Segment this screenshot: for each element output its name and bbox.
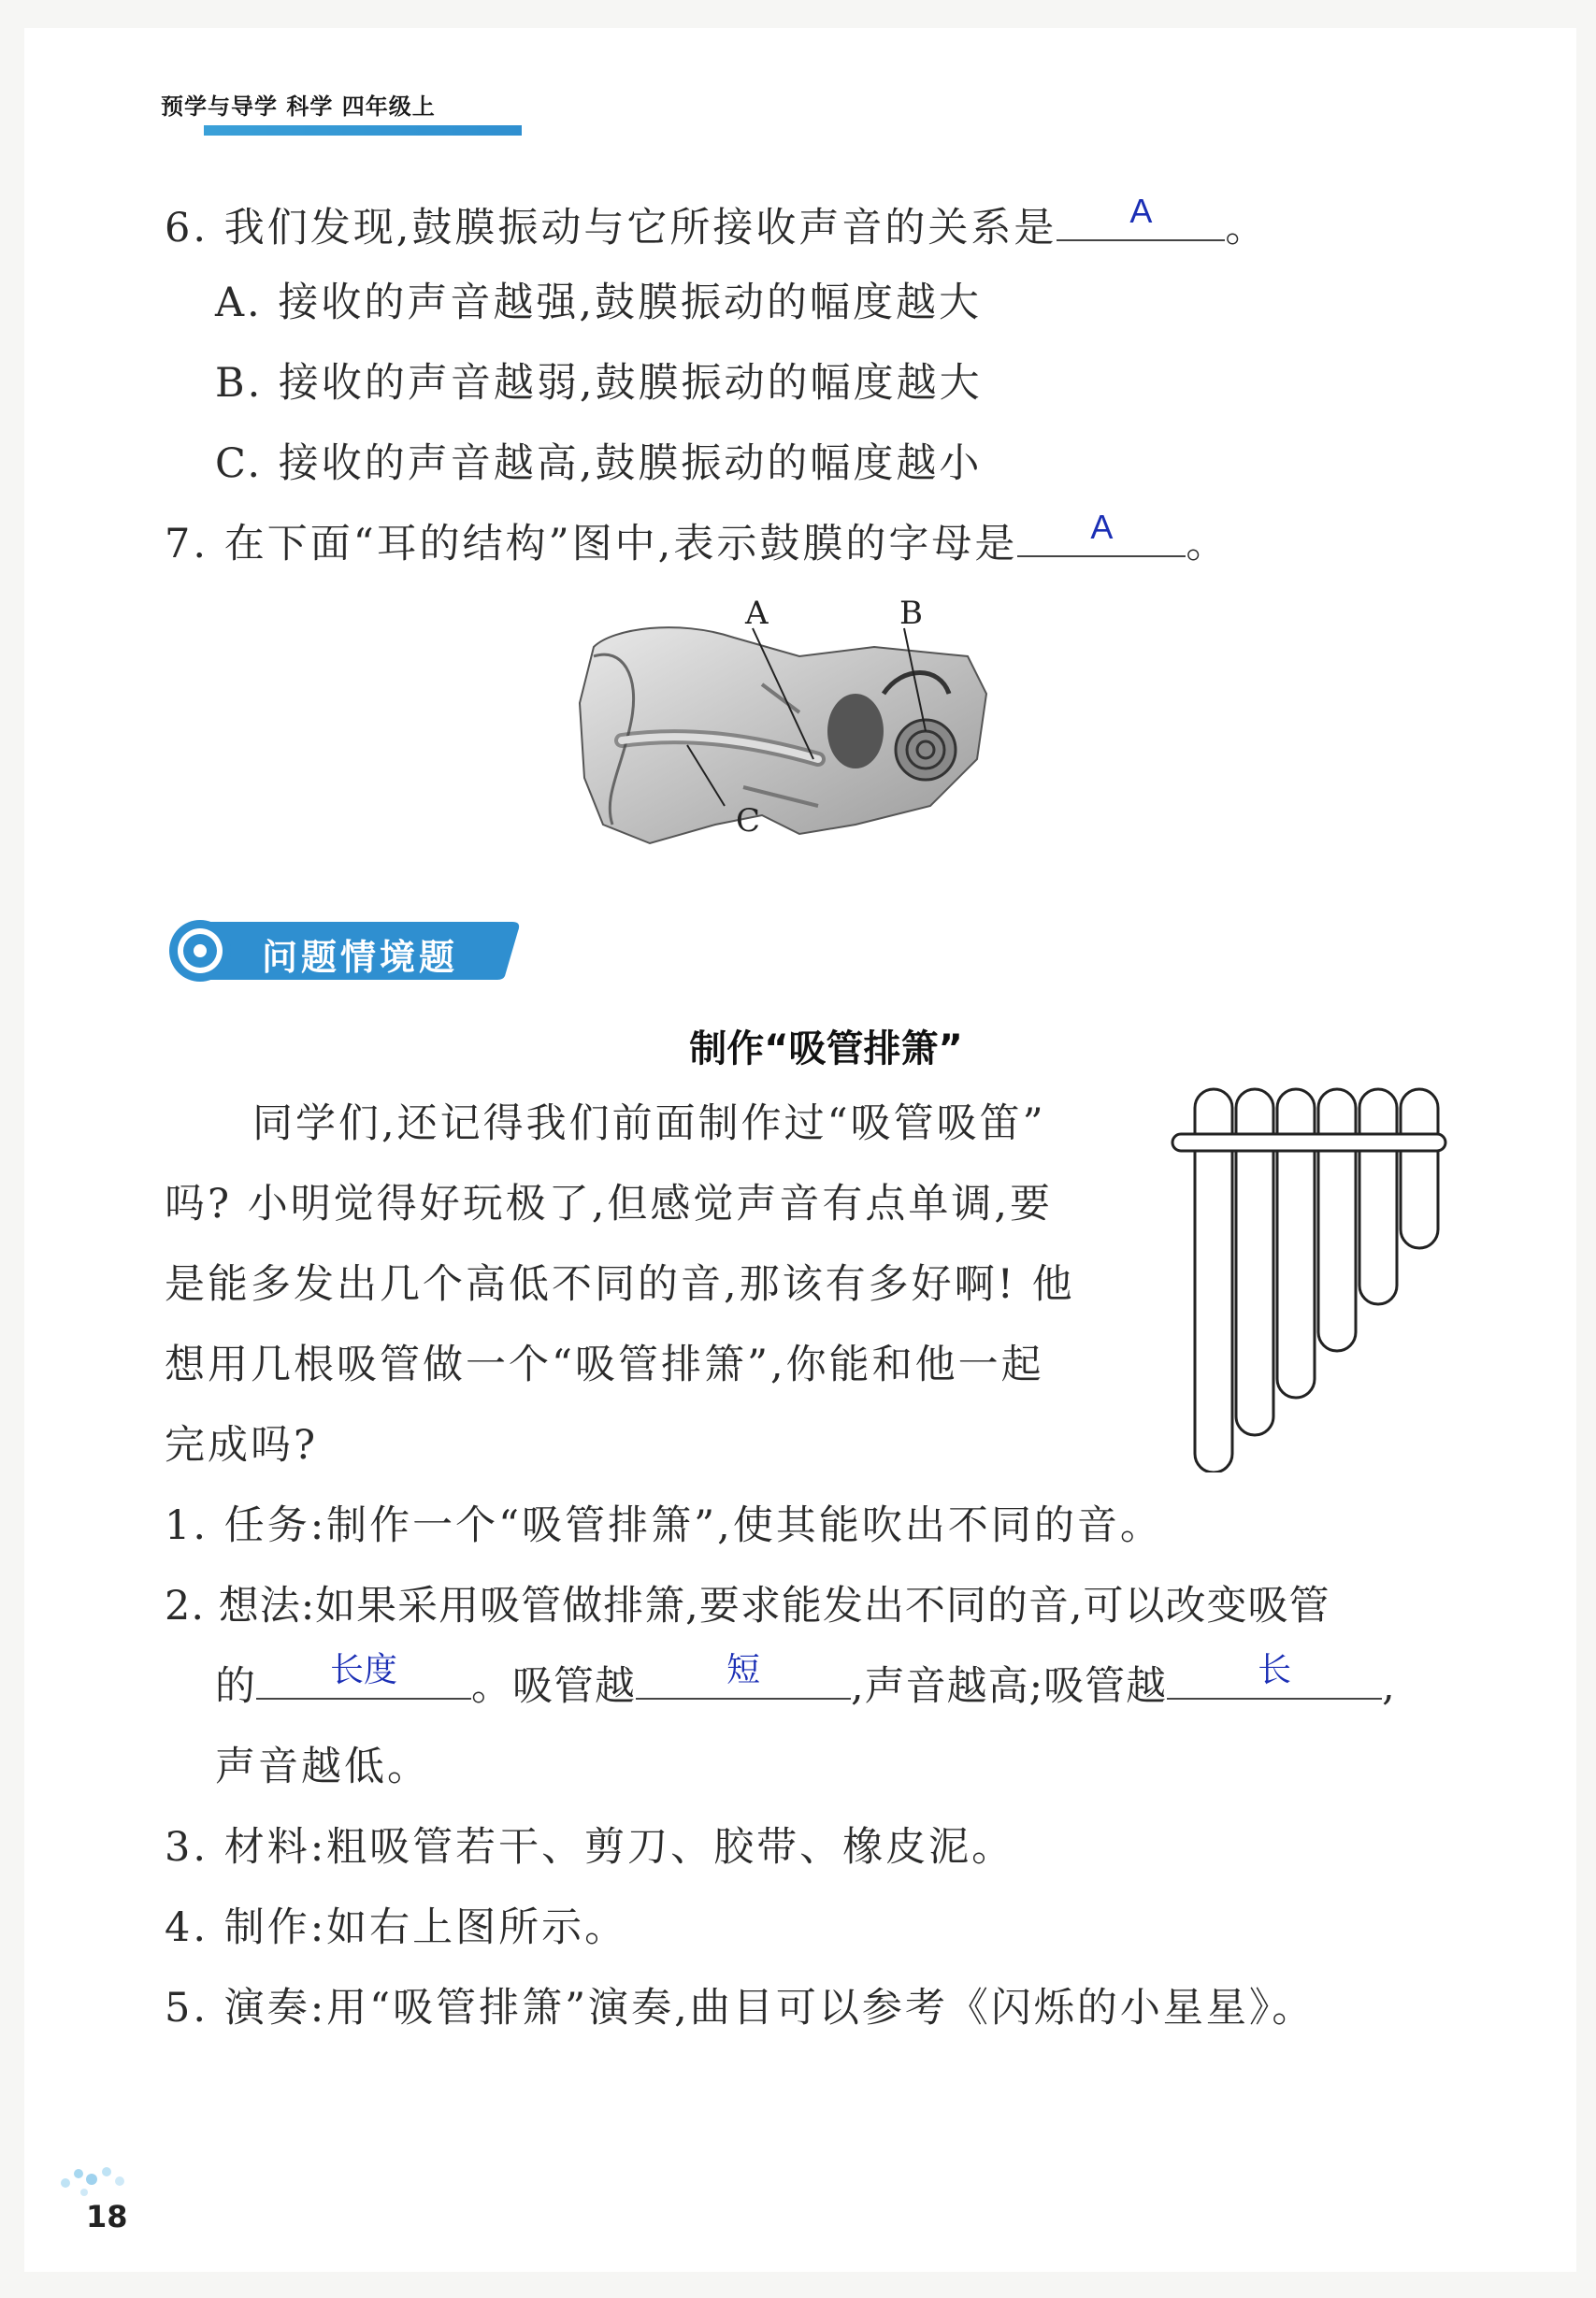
q6-answer: A [1129, 192, 1153, 230]
item-3-materials: 3. 材料:粗吸管若干、剪刀、胶带、橡皮泥。 [165, 1824, 1015, 1871]
item-5-performance: 5. 演奏:用“吸管排箫”演奏,曲目可以参考《闪烁的小星星》。 [165, 1985, 1316, 2032]
book-title: 预学与导学 科学 四年级上 [161, 93, 436, 120]
item-2-line-2 [215, 1650, 1396, 1711]
item-2-end: , [1382, 1663, 1396, 1710]
header-accent-bar [204, 125, 522, 136]
item-2-blank-3[interactable] [1167, 1650, 1382, 1700]
ear-label-c: C [736, 802, 761, 840]
q7-stem-text: 7. 在下面“耳的结构”图中,表示鼓膜的字母是 [165, 521, 1018, 567]
intro-line-1: 同学们,还记得我们前面制作过“吸管吸笛” [252, 1100, 1046, 1147]
q7-stem [165, 508, 1229, 568]
q7-stem-end: 。 [1186, 521, 1229, 567]
item-2-line-3: 声音越低。 [215, 1744, 430, 1790]
intro-line-5: 完成吗? [165, 1422, 319, 1469]
ear-label-b: B [899, 595, 923, 632]
item-2-mid-2: ,声音越高;吸管越 [851, 1663, 1168, 1710]
q6-stem-end: 。 [1225, 205, 1269, 251]
section-title: 制作“吸管排箫” [689, 1027, 963, 1070]
intro-line-4: 想用几根吸管做一个“吸管排箫”,你能和他一起 [165, 1342, 1044, 1388]
q6-option-c: C. 接收的声音越高,鼓膜振动的幅度越小 [215, 440, 983, 487]
item-2-blank-2[interactable] [636, 1650, 851, 1700]
item-4-making: 4. 制作:如右上图所示。 [165, 1904, 628, 1951]
item-2-answer-3: 长 [1258, 1650, 1292, 1688]
item-2-line-1: 2. 想法:如果采用吸管做排箫,要求能发出不同的音,可以改变吸管 [165, 1583, 1330, 1630]
pan-pipes-figure [1169, 1080, 1449, 1472]
intro-line-3: 是能多发出几个高低不同的音,那该有多好啊! 他 [165, 1261, 1075, 1308]
item-2-answer-1: 长度 [329, 1650, 397, 1688]
q6-stem-text: 6. 我们发现,鼓膜振动与它所接收声音的关系是 [165, 205, 1057, 251]
item-2-answer-2: 短 [726, 1650, 760, 1688]
q6-stem [165, 192, 1269, 252]
page-number: 18 [86, 2199, 128, 2234]
item-2-blank-1[interactable] [256, 1650, 471, 1700]
ear-structure-figure [575, 591, 1005, 871]
section-badge-label: 问题情境题 [262, 937, 459, 978]
q6-option-b: B. 接收的声音越弱,鼓膜振动的幅度越大 [215, 360, 983, 407]
q7-answer: A [1090, 508, 1114, 546]
item-1-task: 1. 任务:制作一个“吸管排箫”,使其能吹出不同的音。 [165, 1502, 1163, 1549]
intro-line-2: 吗? 小明觉得好玩极了,但感觉声音有点单调,要 [165, 1181, 1054, 1228]
ear-label-a: A [745, 595, 769, 632]
q6-option-a: A. 接收的声音越强,鼓膜振动的幅度越大 [215, 280, 983, 326]
q6-answer-blank[interactable] [1057, 192, 1225, 241]
item-2-mid-1: 。吸管越 [471, 1663, 636, 1710]
q7-answer-blank[interactable] [1017, 508, 1186, 557]
decorative-dots [56, 2164, 140, 2202]
item-2-de: 的 [215, 1663, 256, 1710]
